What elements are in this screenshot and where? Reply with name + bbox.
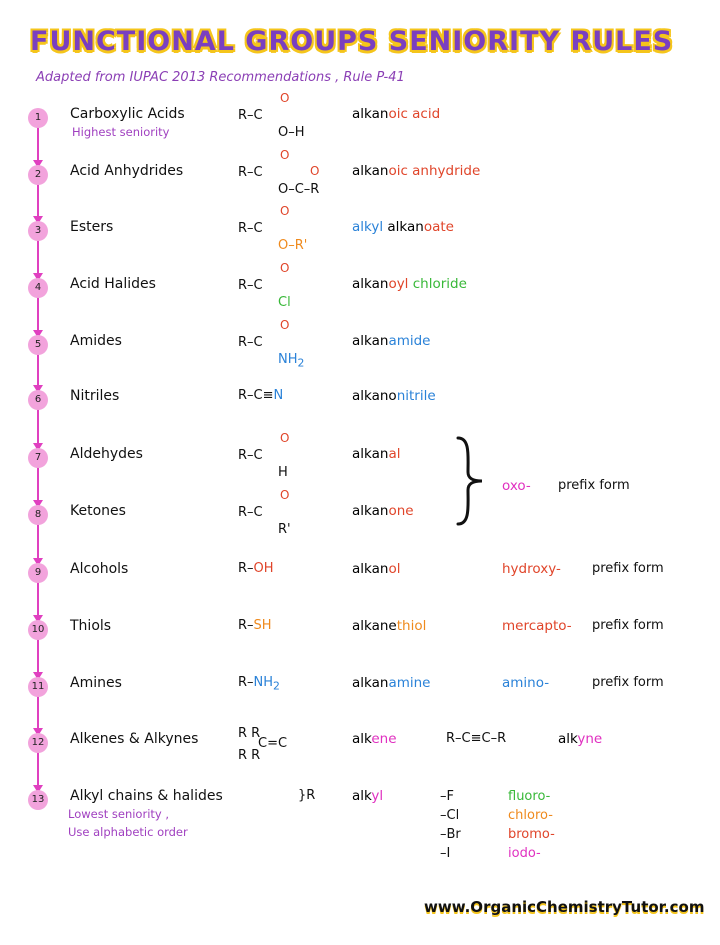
- group-name: Thiols: [70, 618, 112, 634]
- iupac-suffix-name: [352, 163, 480, 179]
- name-part: alkan: [352, 446, 389, 462]
- name-part: ol: [388, 561, 401, 577]
- structure-formula: R–SH: [238, 618, 272, 633]
- iupac-suffix-name: [352, 731, 397, 747]
- substituent: O–C–R: [278, 182, 320, 197]
- name-part: al: [388, 446, 401, 462]
- seniority-number: 6: [28, 390, 48, 410]
- subscript: 2: [273, 679, 280, 693]
- halide-symbol: –Cl: [440, 808, 460, 823]
- name-part: ene: [371, 731, 397, 747]
- seniority-number: 11: [28, 677, 48, 697]
- group-name: Aldehydes: [70, 446, 143, 462]
- name-part: alk: [352, 788, 372, 804]
- name-part: alkan: [352, 675, 389, 691]
- seniority-number: 8: [28, 505, 48, 525]
- structure-formula: R–OH: [238, 561, 274, 576]
- seniority-number: 2: [28, 165, 48, 185]
- iupac-suffix-name: [352, 446, 400, 462]
- prefix-name: mercapto-: [502, 618, 572, 634]
- halide-prefix: fluoro-: [508, 789, 551, 804]
- subscript: 2: [297, 356, 305, 370]
- oxo-prefix-label: prefix form: [558, 478, 630, 493]
- page-title: FUNCTIONAL GROUPS SENIORITY RULES: [30, 26, 674, 57]
- name-part: alkano: [352, 388, 397, 404]
- name-part: alkan: [352, 163, 389, 179]
- seniority-number: 10: [28, 620, 48, 640]
- iupac-suffix-name: [352, 276, 467, 292]
- name-part: alkan: [352, 106, 389, 122]
- group-name: Alcohols: [70, 561, 129, 577]
- seniority-number: 9: [28, 563, 48, 583]
- carbonyl-oxygen: O: [280, 204, 290, 218]
- iupac-suffix-name: [352, 675, 430, 691]
- seniority-number: 12: [28, 733, 48, 753]
- chain-start: R–C: [238, 505, 263, 520]
- carbonyl-oxygen: O: [280, 261, 290, 275]
- group-name: Amides: [70, 333, 122, 349]
- alkyne-name: [558, 731, 602, 747]
- alkene-formula: R R: [238, 726, 261, 741]
- prefix-name: hydroxy-: [502, 561, 561, 577]
- substituent: R': [278, 522, 291, 537]
- substituent: $NH_2$: [278, 352, 305, 370]
- prefix-form-label: prefix form: [592, 675, 664, 690]
- carbonyl-oxygen: O: [280, 91, 290, 105]
- iupac-suffix-name: [352, 333, 431, 349]
- iupac-suffix-name: [352, 388, 436, 404]
- name-part: alkan: [352, 503, 389, 519]
- seniority-number: 4: [28, 278, 48, 298]
- iupac-suffix-name: [352, 788, 383, 804]
- name-part: oyl: [388, 276, 409, 292]
- name-part: alkan: [383, 219, 424, 235]
- chain-start: R–C: [238, 448, 263, 463]
- group-name: Acid Anhydrides: [70, 163, 184, 179]
- name-part: oate: [423, 219, 454, 235]
- name-part: alkan: [352, 276, 389, 292]
- group-note: Use alphabetic order: [68, 825, 188, 839]
- name-part: oic acid: [388, 106, 441, 122]
- name-part: oic anhydride: [388, 163, 481, 179]
- alkyl-group: }R: [298, 788, 316, 803]
- carbonyl-oxygen: O: [280, 318, 290, 332]
- prefix-form-label: prefix form: [592, 618, 664, 633]
- name-part: alkan: [352, 561, 389, 577]
- halide-symbol: –F: [440, 789, 454, 804]
- group-name: Acid Halides: [70, 276, 156, 292]
- name-part: alkane: [352, 618, 397, 634]
- chain-start: R–C: [238, 221, 263, 236]
- chain-start: R–C: [238, 278, 263, 293]
- brace-icon: [452, 436, 492, 526]
- prefix-form-label: prefix form: [592, 561, 664, 576]
- page-subtitle: Adapted from IUPAC 2013 Recommendations , Rule P-41: [36, 70, 405, 85]
- seniority-number: 5: [28, 335, 48, 355]
- halide-symbol: –I: [440, 846, 451, 861]
- functional-atom: SH: [253, 618, 272, 633]
- name-part: alk: [352, 731, 372, 747]
- structure-formula: $R-NH_2$: [238, 675, 280, 693]
- group-name: Amines: [70, 675, 122, 691]
- name-part: alk: [558, 731, 578, 747]
- group-note: Highest seniority: [72, 125, 170, 139]
- footer-website[interactable]: www.OrganicChemistryTutor.com: [424, 898, 705, 916]
- name-part: one: [388, 503, 414, 519]
- prefix-name: amino-: [502, 675, 550, 691]
- iupac-suffix-name: [352, 106, 440, 122]
- seniority-number: 1: [28, 108, 48, 128]
- group-name: Alkenes & Alkynes: [70, 731, 199, 747]
- group-note: Lowest seniority ,: [68, 807, 170, 821]
- seniority-number: 3: [28, 221, 48, 241]
- carbonyl-oxygen: O: [310, 164, 320, 178]
- iupac-suffix-name: [352, 561, 400, 577]
- group-name: Carboxylic Acids: [70, 106, 185, 122]
- chain-start: R–C: [238, 165, 263, 180]
- oxo-prefix: oxo-: [502, 478, 531, 494]
- name-part: yne: [577, 731, 603, 747]
- halide-prefix: bromo-: [508, 827, 555, 842]
- substituent: Cl: [278, 295, 291, 310]
- group-name: Alkyl chains & halides: [70, 788, 223, 804]
- substituent: H: [278, 465, 288, 480]
- functional-atom: OH: [253, 561, 274, 576]
- alkene-formula: R R: [238, 748, 261, 763]
- name-part: chloride: [408, 276, 467, 292]
- name-part: alkan: [352, 333, 389, 349]
- seniority-number: 13: [28, 790, 48, 810]
- group-name: Esters: [70, 219, 114, 235]
- alkene-core: C=C: [258, 736, 288, 751]
- carbonyl-oxygen: O: [280, 148, 290, 162]
- chain-start: R–C: [238, 108, 263, 123]
- group-name: Nitriles: [70, 388, 120, 404]
- substituent: O–R': [278, 238, 308, 253]
- iupac-suffix-name: [352, 219, 454, 235]
- name-part: alkyl: [352, 219, 384, 235]
- carbonyl-oxygen: O: [280, 431, 290, 445]
- iupac-suffix-name: [352, 503, 414, 519]
- functional-atom: N: [273, 388, 284, 403]
- seniority-number: 7: [28, 448, 48, 468]
- alkyne-formula: R–C≡C–R: [446, 731, 507, 746]
- name-part: amine: [388, 675, 431, 691]
- carbonyl-oxygen: O: [280, 488, 290, 502]
- halide-prefix: iodo-: [508, 846, 541, 861]
- structure-formula: R–C≡N: [238, 388, 284, 403]
- name-part: yl: [371, 788, 384, 804]
- group-name: Ketones: [70, 503, 126, 519]
- halide-prefix: chloro-: [508, 808, 553, 823]
- iupac-suffix-name: [352, 618, 426, 634]
- halide-symbol: –Br: [440, 827, 461, 842]
- functional-atom: $NH_2$: [253, 675, 280, 693]
- chain-start: R–C: [238, 335, 263, 350]
- name-part: amide: [388, 333, 431, 349]
- name-part: nitrile: [396, 388, 436, 404]
- name-part: thiol: [396, 618, 427, 634]
- substituent: O–H: [278, 125, 305, 140]
